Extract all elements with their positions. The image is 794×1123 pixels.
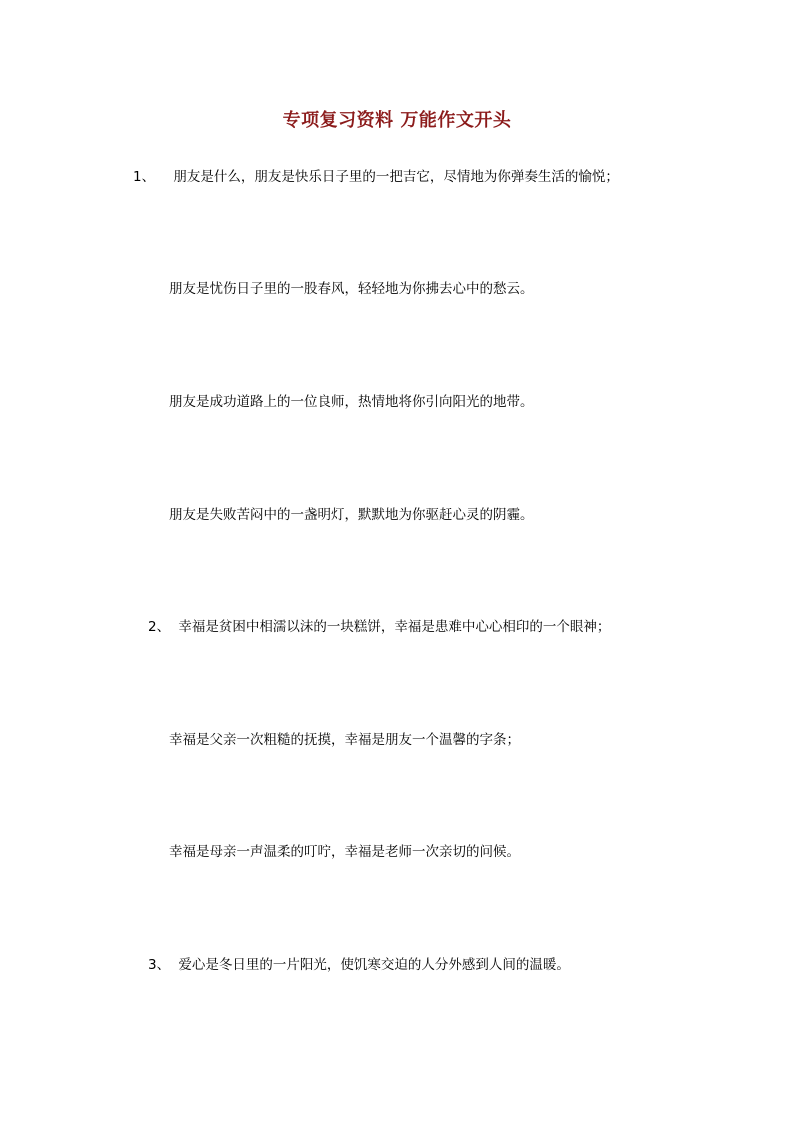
paragraph-2-line-2 — [169, 730, 520, 750]
paragraph-text: 爱心是冬日里的一片阳光，使饥寒交迫的人分外感到人间的温暖。 — [178, 957, 570, 973]
paragraph-1-line-4 — [169, 505, 534, 525]
item-number: 3、 — [148, 957, 171, 973]
paragraph-text: 朋友是忧伤日子里的一股春风，轻轻地为你拂去心中的愁云。 — [169, 281, 534, 297]
paragraph-1-line-2 — [169, 279, 534, 299]
paragraph-text: 幸福是母亲一声温柔的叮咛，幸福是老师一次亲切的问候。 — [169, 844, 520, 860]
paragraph-1-line-3 — [169, 392, 534, 412]
paragraph-text: 朋友是什么，朋友是快乐日子里的一把吉它，尽情地为你弹奏生活的愉悦； — [173, 169, 619, 185]
paragraph-text: 幸福是贫困中相濡以沫的一块糕饼，幸福是患难中心心相印的一个眼神； — [178, 619, 611, 635]
paragraph-text: 朋友是失败苦闷中的一盏明灯，默默地为你驱赶心灵的阴霾。 — [169, 507, 534, 523]
paragraph-2-line-3 — [169, 842, 520, 862]
document-title: 专项复习资料 万能作文开头 — [282, 110, 512, 131]
paragraph-text: 朋友是成功道路上的一位良师，热情地将你引向阳光的地带。 — [169, 394, 534, 410]
paragraph-1 — [133, 167, 619, 187]
item-number: 2、 — [148, 619, 171, 635]
item-number: 1、 — [133, 169, 156, 185]
paragraph-text: 幸福是父亲一次粗糙的抚摸，幸福是朋友一个温馨的字条； — [169, 732, 520, 748]
paragraph-2 — [148, 617, 610, 637]
paragraph-3 — [148, 955, 570, 975]
